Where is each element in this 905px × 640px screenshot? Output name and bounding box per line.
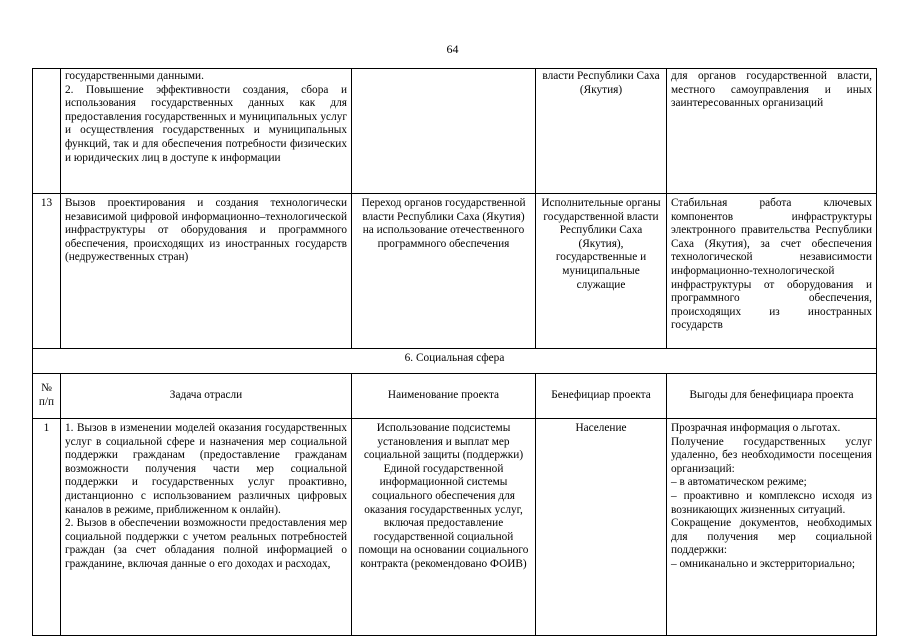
- project-cell: Переход органов государственной власти Республики Саха (Якутия) на использование отечественного программного обеспечения: [352, 194, 536, 349]
- header-benefits: Выгоды для бенефициара проекта: [667, 374, 877, 419]
- page-number: 64: [446, 42, 459, 56]
- benefits-cell: для органов государственной власти, местного самоуправления и иных заинтересованных организаций: [667, 69, 877, 194]
- beneficiary-cell: Население: [536, 419, 667, 636]
- table-row: [33, 194, 877, 349]
- task-cell: Вызов проектирования и создания технологически независимой цифровой информационно–технологической инфраструктуры от оборудования и программного обеспечения, происходящих из иностранных государств (недружественных стран): [61, 194, 352, 349]
- table-row: [33, 69, 877, 194]
- header-num: № п/п: [33, 374, 61, 419]
- task-cell: [61, 419, 352, 636]
- benefits-cell: Стабильная работа ключевых компонентов инфраструктуры электронного правительства Республики Саха (Якутия), за счет обеспечения технологической независимости информационно-технологической инфраструктуры от оборудования и программного обеспечения, происходящих из иностранных государств: [667, 194, 877, 349]
- beneficiary-cell: власти Республики Саха (Якутия): [536, 69, 667, 194]
- beneficiary-cell: Исполнительные органы государственной власти Республики Саха (Якутия), государственные и муниципальные служащие: [536, 194, 667, 349]
- project-cell: [352, 69, 536, 194]
- row-number: 1: [33, 419, 61, 636]
- table-row: [33, 419, 877, 636]
- header-task: Задача отрасли: [61, 374, 352, 419]
- projects-table: [32, 68, 877, 636]
- section-row: [33, 349, 877, 374]
- benefits-text: Прозрачная информация о льготах. Получение государственных услуг удаленно, без необходимости посещения организаций: – в автоматическом режиме; – проактивно и комплексно исходя из возникающих жизненных ситуаций. Сокращение документов, необходимых для получения мер социальной поддержки: – омниканально и экстерриториально;: [671, 422, 872, 570]
- header-beneficiary: Бенефициар проекта: [536, 374, 667, 419]
- benefits-cell: [667, 419, 877, 636]
- task-text: 1. Вызов в изменении моделей оказания государственных услуг в социальной сфере и назначения мер социальной поддержки гражданам (предоставление гражданам возможности получения части мер социальной поддержки и государственных услуг проактивно, дистанционно с использованием различных цифровых каналов в режиме, приближенном к онлайн). 2. Вызов в обеспечении возможности предоставления мер социальной поддержки с учетом реальных потребностей граждан (за счет обладания полной информацией о гражданине, включая данные о его доходах и расходах,: [65, 422, 347, 570]
- project-cell: Использование подсистемы установления и выплат мер социальной защиты (поддержки) Единой государственной информационной системы социального обеспечения для оказания государственных услуг, включая предоставление государственной социальной помощи на основании социального контракта (рекомендовано ФОИВ): [352, 419, 536, 636]
- row-number: 13: [33, 194, 61, 349]
- task-cell: [61, 69, 352, 194]
- header-row: [33, 374, 877, 419]
- task-text: государственными данными. 2. Повышение эффективности создания, сбора и использования государственных данных как для предоставления государственных и муниципальных услуг и осуществления государственных и муниципальных функций, так и для обеспечения потребности физических и юридических лиц в доступе к информации: [65, 70, 347, 164]
- row-number: [33, 69, 61, 194]
- section-title: 6. Социальная сфера: [33, 349, 877, 374]
- header-project: Наименование проекта: [352, 374, 536, 419]
